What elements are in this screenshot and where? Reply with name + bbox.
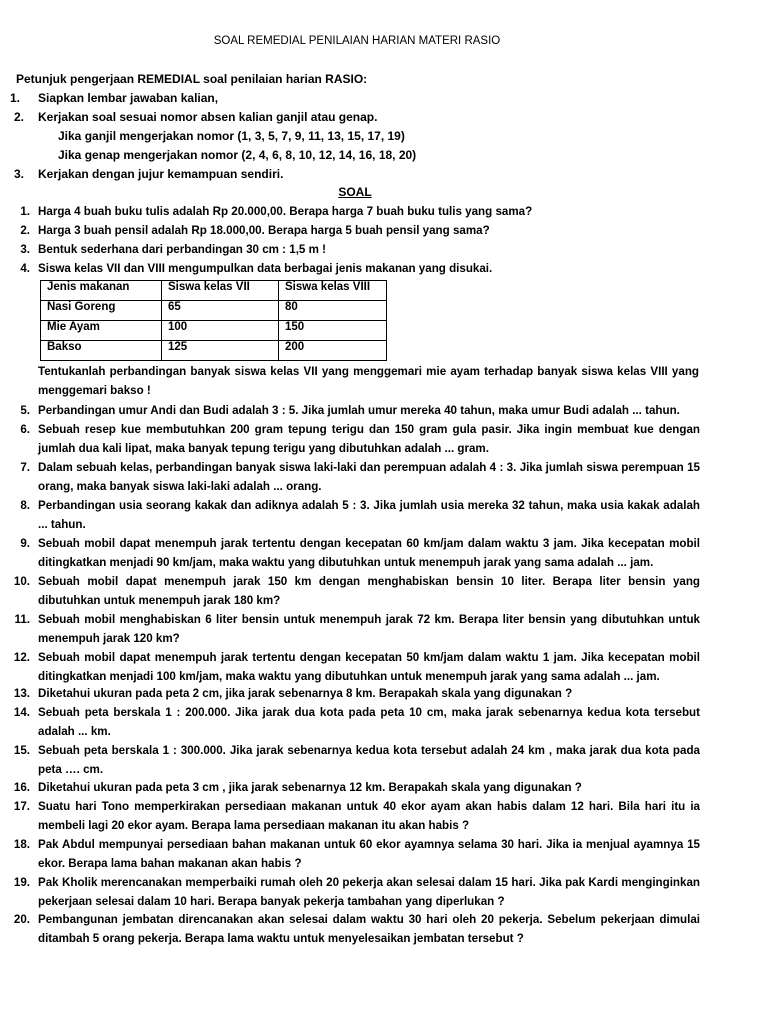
table-header-cell: Jenis makanan	[41, 281, 162, 301]
question-item	[0, 610, 700, 648]
question-text: Sebuah resep kue membutuhkan 200 gram tepung terigu dan 150 gram gula pasir. Jika ingin membuat kue dengan jumlah dua kali lipat, maka banyak tepung terigu yang dibutuhkan adalah ... gram.	[38, 423, 700, 455]
question-text: Sebuah mobil dapat menempuh jarak 150 km dengan menghabiskan bensin 10 liter. Berapa liter bensin yang dibutuhkan untuk menempuh jarak 180 km?	[38, 575, 700, 607]
question-item	[0, 221, 700, 240]
question-number: 20.	[13, 913, 30, 926]
instruction-number: 1.	[9, 91, 20, 105]
question-text: Pembangunan jembatan direncanakan akan selesai dalam waktu 30 hari oleh 20 pekerja. Sebelum pekerjaan dimulai ditambah 5 orang pekerja. Berapa lama waktu untuk menyelesaikan jembatan tersebut ?	[38, 913, 700, 945]
question-number: 19.	[13, 876, 30, 889]
question-number: 17.	[13, 800, 30, 813]
question-item	[0, 496, 700, 534]
question-number: 6.	[20, 423, 30, 436]
question-text: Harga 3 buah pensil adalah Rp 18.000,00. Berapa harga 5 buah pensil yang sama?	[38, 224, 490, 237]
question-text: Bentuk sederhana dari perbandingan 30 cm : 1,5 m !	[38, 243, 326, 256]
instruction-text: Kerjakan soal sesuai nomor absen kalian ganjil atau genap.	[38, 110, 378, 124]
question-item	[0, 572, 700, 610]
instruction-number: 3.	[13, 167, 24, 181]
question-text: Sebuah mobil dapat menempuh jarak tertentu dengan kecepatan 50 km/jam dalam waktu 1 jam. Jika kecepatan mobil ditingkatkan menjadi 100 km/jam, maka waktu yang dibutuhkan untuk menempuh jarak yang sama adalah ... jam.	[38, 651, 700, 683]
question-number: 5.	[20, 404, 30, 417]
question-item	[0, 458, 700, 496]
question-number: 3.	[20, 243, 30, 256]
question-item	[0, 684, 700, 703]
question-number: 4.	[20, 262, 30, 275]
instruction-number: 2.	[13, 110, 24, 124]
question-item	[0, 202, 700, 221]
question-number: 1.	[20, 205, 30, 218]
food-preference-table	[40, 280, 387, 361]
question-text: Perbandingan usia seorang kakak dan adiknya adalah 5 : 3. Jika jumlah usia mereka 32 tahun, maka usia kakak adalah ... tahun.	[38, 499, 700, 531]
table-cell: 80	[279, 301, 387, 321]
question-number: 13.	[13, 687, 30, 700]
question-number: 2.	[20, 224, 30, 237]
question-item	[0, 240, 700, 259]
question-number: 7.	[20, 461, 30, 474]
instruction-sub-odd: Jika ganjil mengerjakan nomor (1, 3, 5, 7, 9, 11, 13, 15, 17, 19)	[58, 129, 405, 143]
question-number: 11.	[14, 613, 30, 626]
question-number: 10.	[13, 575, 30, 588]
question-number: 8.	[20, 499, 30, 512]
question-item	[0, 873, 700, 911]
question-text: Siswa kelas VII dan VIII mengumpulkan data berbagai jenis makanan yang disukai.	[38, 262, 493, 275]
question-item	[0, 420, 700, 458]
question-text: Sebuah mobil menghabiskan 6 liter bensin untuk menempuh jarak 72 km. Berapa liter bensin yang dibutuhkan untuk menempuh jarak 120 km?	[38, 613, 700, 645]
instructions-intro: Petunjuk pengerjaan REMEDIAL soal penilaian harian RASIO:	[16, 72, 368, 86]
table-header-row	[41, 281, 387, 301]
question-text: Harga 4 buah buku tulis adalah Rp 20.000,00. Berapa harga 7 buah buku tulis yang sama?	[38, 205, 533, 218]
instruction-sub-even: Jika genap mengerjakan nomor (2, 4, 6, 8, 10, 12, 14, 16, 18, 20)	[58, 148, 417, 162]
table-header-cell: Siswa kelas VII	[162, 281, 279, 301]
question-item	[0, 835, 700, 873]
question-number: 9.	[20, 537, 30, 550]
instruction-text: Kerjakan dengan jujur kemampuan sendiri.	[38, 167, 284, 181]
table-header-cell: Siswa kelas VIII	[279, 281, 387, 301]
table-cell: 100	[162, 321, 279, 341]
question-text: Sebuah mobil dapat menempuh jarak tertentu dengan kecepatan 60 km/jam dalam waktu 3 jam. Jika kecepatan mobil ditingkatkan menjadi 90 km/jam, maka waktu yang dibutuhkan untuk menempuh jarak yang sama adalah ... jam.	[38, 537, 700, 569]
question-4-followup: Tentukanlah perbandingan banyak siswa kelas VII yang menggemari mie ayam terhadap banyak siswa kelas VIII yang menggemari bakso !	[38, 365, 699, 397]
question-text: Pak Kholik merencanakan memperbaiki rumah oleh 20 pekerja akan selesai dalam 15 hari. Jika pak Kardi menginginkan pekerjaan selesai dalam 10 hari. Berapa banyak pekerja tambahan yang diperlukan ?	[38, 876, 700, 908]
question-number: 14.	[13, 706, 30, 719]
question-number: 18.	[13, 838, 30, 851]
soal-heading: SOAL	[338, 185, 372, 199]
question-text: Diketahui ukuran pada peta 3 cm , jika jarak sebenarnya 12 km. Berapakah skala yang digunakan ?	[38, 781, 582, 794]
table-cell: 65	[162, 301, 279, 321]
question-item	[0, 703, 700, 741]
question-number: 16.	[13, 781, 30, 794]
question-text: Sebuah peta berskala 1 : 300.000. Jika jarak sebenarnya kedua kota tersebut adalah 24 km , maka jarak dua kota pada peta …. cm.	[38, 744, 700, 776]
question-number: 12.	[13, 651, 30, 664]
question-item	[0, 648, 700, 686]
table-cell: Nasi Goreng	[41, 301, 162, 321]
table-row	[41, 341, 387, 361]
question-item	[0, 401, 700, 420]
question-item	[0, 259, 700, 278]
question-item	[0, 910, 700, 948]
question-text: Pak Abdul mempunyai persediaan bahan makanan untuk 60 ekor ayamnya selama 30 hari. Jika ia menjual ayamnya 15 ekor. Berapa lama bahan makanan akan habis ?	[38, 838, 700, 870]
table-row	[41, 301, 387, 321]
question-item	[0, 741, 700, 779]
table-cell: 200	[279, 341, 387, 361]
question-item	[0, 778, 700, 797]
table-cell: Bakso	[41, 341, 162, 361]
table-cell: Mie Ayam	[41, 321, 162, 341]
question-text: Suatu hari Tono memperkirakan persediaan makanan untuk 40 ekor ayam akan habis dalam 12 hari. Bila hari itu ia membeli lagi 20 ekor ayam. Berapa lama persediaan makanan itu akan habis ?	[38, 800, 700, 832]
question-number: 15.	[13, 744, 30, 757]
table-cell: 150	[279, 321, 387, 341]
instruction-text: Siapkan lembar jawaban kalian,	[38, 91, 219, 105]
question-text: Diketahui ukuran pada peta 2 cm, jika jarak sebenarnya 8 km. Berapakah skala yang digunakan ?	[38, 687, 573, 700]
question-text: Perbandingan umur Andi dan Budi adalah 3 : 5. Jika jumlah umur mereka 40 tahun, maka umur Budi adalah ... tahun.	[38, 404, 680, 417]
question-text: Sebuah peta berskala 1 : 200.000. Jika jarak dua kota pada peta 10 cm, maka jarak sebenarnya kedua kota tersebut adalah ... km.	[38, 706, 700, 738]
question-item	[0, 534, 700, 572]
question-text: Dalam sebuah kelas, perbandingan banyak siswa laki-laki dan perempuan adalah 4 : 3. Jika jumlah siswa perempuan 15 orang, maka banyak siswa laki-laki adalah ... orang.	[38, 461, 700, 493]
document-title: SOAL REMEDIAL PENILAIAN HARIAN MATERI RASIO	[213, 35, 501, 47]
table-row	[41, 321, 387, 341]
table-cell: 125	[162, 341, 279, 361]
question-item	[0, 797, 700, 835]
